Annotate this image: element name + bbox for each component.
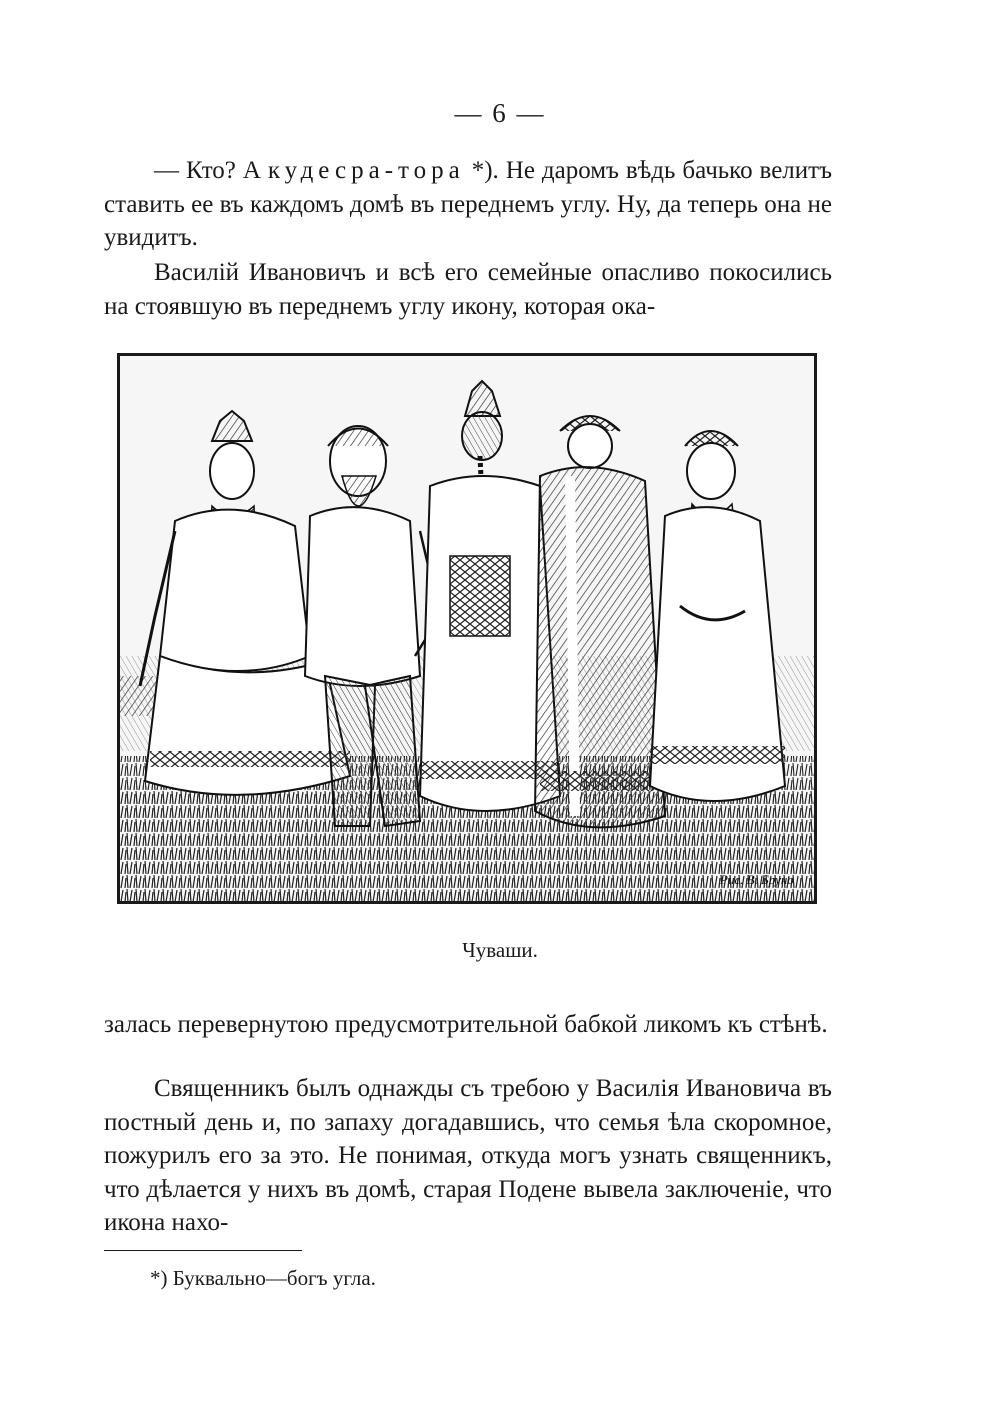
paragraph-1 [104,154,832,255]
artist-signature: Рис. В. Бруно [720,872,794,887]
footnote-divider [104,1250,302,1251]
paragraph-2: Василій Ивановичъ и всѣ его семейные опасливо покосились на стоявшую въ переднемъ углу икону, которая ока- [104,259,832,320]
paragraph-4: Священникъ былъ однажды съ требою у Василія Ивановича въ постный день и, по запаху догадавшись, что семья ѣла скоромное, пожурилъ его за это. Не понимая, откуда могъ узнать священникъ, что дѣлается у нихъ въ домѣ, старая Подене вывела заключеніе, что икона нахо- [104,1075,832,1236]
figure-caption: Чуваши. [462,938,538,962]
illustration-frame [117,353,817,904]
paragraph-3: залась перевернутою предусмотрительной бабкой ликомъ къ стѣнѣ. [104,1011,828,1038]
footnote: *) Буквально—богъ угла. [150,1266,376,1290]
illustration [120,356,814,901]
paragraph-1-spaced-word: кудесра-тора [267,157,465,184]
paragraph-1-start: — Кто? А [154,157,268,184]
page-number: — 6 — [454,98,546,128]
paragraph-1-rest: *). Не даромъ вѣдь бачько велитъ ставить ее въ каждомъ домѣ въ переднемъ углу. Ну, да теперь она не увидитъ. [104,157,832,251]
